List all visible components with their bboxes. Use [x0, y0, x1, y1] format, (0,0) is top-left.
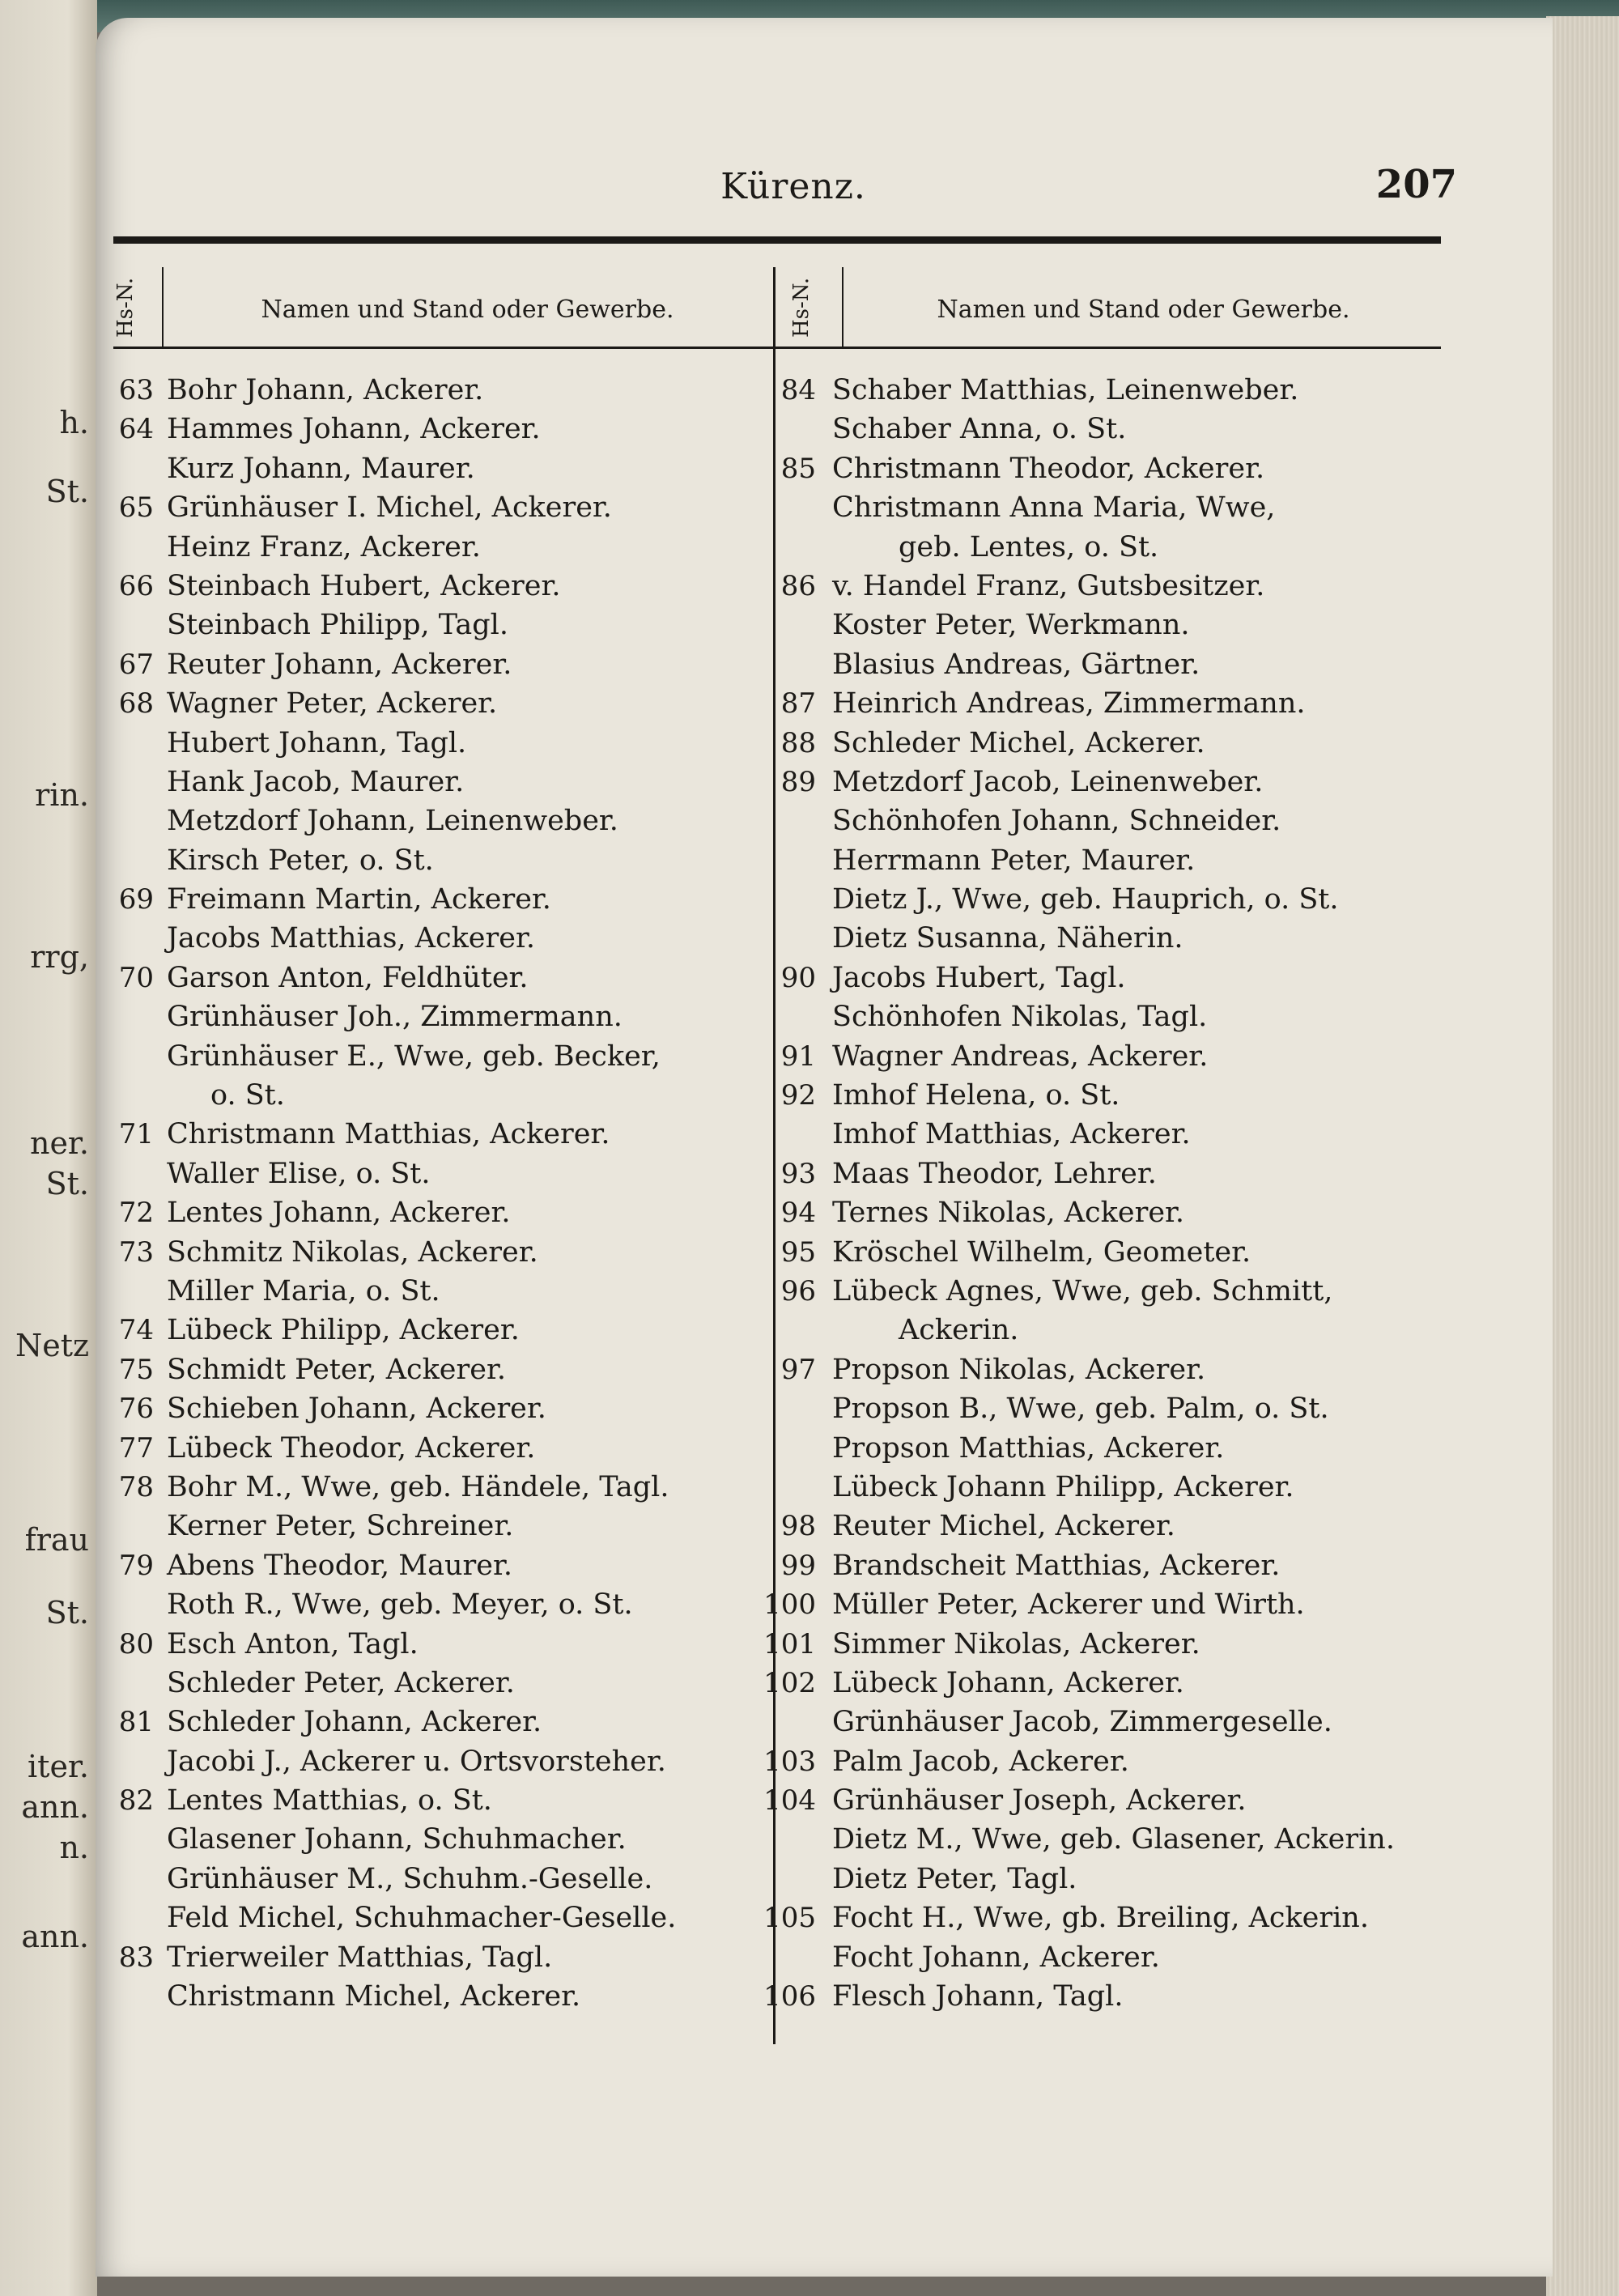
- resident-entry: Grünhäuser Joseph, Ackerer.: [832, 1784, 1247, 1818]
- resident-entry: Hank Jacob, Maurer.: [167, 765, 465, 798]
- house-number: 86: [780, 569, 816, 602]
- resident-entry: Dietz Peter, Tagl.: [832, 1862, 1077, 1895]
- resident-entry: Heinz Franz, Ackerer.: [167, 530, 481, 563]
- house-number: 81: [118, 1706, 154, 1739]
- resident-entry: Waller Elise, o. St.: [167, 1157, 431, 1190]
- entry-row: [745, 1233, 1457, 1272]
- resident-entry: Christmann Anna Maria, Wwe,: [832, 491, 1276, 525]
- entry-row: [745, 1311, 1457, 1350]
- house-number: 79: [118, 1549, 154, 1582]
- house-number: 77: [118, 1431, 154, 1465]
- resident-entry: Flesch Johann, Tagl.: [832, 1980, 1124, 2013]
- entry-row: [97, 1076, 769, 1115]
- resident-entry: Jacobs Matthias, Ackerer.: [167, 922, 535, 955]
- resident-entry: Schleder Peter, Ackerer.: [167, 1666, 515, 1699]
- house-number: 82: [118, 1784, 154, 1818]
- resident-entry: Abens Theodor, Maurer.: [167, 1549, 513, 1582]
- resident-entry: Grünhäuser I. Michel, Ackerer.: [167, 491, 612, 525]
- resident-entry: Grünhäuser Joh., Zimmermann.: [167, 1001, 623, 1034]
- house-number: 65: [118, 491, 154, 525]
- column-header-nr-right: Hs-N.: [789, 277, 814, 338]
- resident-entry: Palm Jacob, Ackerer.: [832, 1745, 1129, 1778]
- entry-row: [97, 488, 769, 527]
- entry-row: [97, 1860, 769, 1898]
- previous-page-fragment: iter.: [28, 1749, 89, 1784]
- entry-row: [97, 1037, 769, 1076]
- entry-row: [745, 724, 1457, 763]
- house-number: 101: [763, 1627, 816, 1660]
- column-header-nr-left: Hs-N.: [113, 277, 138, 338]
- house-number: 97: [780, 1353, 816, 1386]
- resident-entry: Wagner Peter, Ackerer.: [167, 687, 498, 721]
- resident-entry: Jacobi J., Ackerer u. Ortsvorsteher.: [167, 1745, 666, 1778]
- resident-entry: Schaber Anna, o. St.: [832, 413, 1127, 446]
- entry-row: [97, 1193, 769, 1232]
- resident-entry: Propson Nikolas, Ackerer.: [832, 1353, 1206, 1386]
- house-number: 80: [118, 1627, 154, 1660]
- entry-row: [97, 1820, 769, 1859]
- resident-entry: Schaber Matthias, Leinenweber.: [832, 374, 1299, 406]
- house-number: 71: [118, 1118, 154, 1151]
- resident-entry: Focht H., Wwe, gb. Breiling, Ackerin.: [832, 1902, 1369, 1935]
- resident-entry: Lübeck Philipp, Ackerer.: [167, 1314, 520, 1347]
- entry-row: [97, 1468, 769, 1507]
- resident-entry: Grünhäuser E., Wwe, geb. Becker,: [167, 1040, 661, 1073]
- previous-page-fragment: rin.: [35, 777, 89, 813]
- entry-row: [97, 606, 769, 644]
- entry-row: [97, 1898, 769, 1937]
- entry-row: [745, 1664, 1457, 1703]
- resident-entry: v. Handel Franz, Gutsbesitzer.: [832, 569, 1265, 602]
- book-page-edges: [1546, 16, 1619, 2296]
- previous-page-fragment: frau: [24, 1522, 89, 1558]
- house-number: 85: [780, 452, 816, 485]
- entry-row: [745, 841, 1457, 880]
- entry-row: [97, 449, 769, 488]
- resident-entry: Ternes Nikolas, Ackerer.: [832, 1197, 1185, 1230]
- entry-row: [97, 1781, 769, 1820]
- house-number: 76: [118, 1392, 154, 1426]
- house-number: 72: [118, 1197, 154, 1230]
- house-number: 104: [763, 1784, 816, 1818]
- house-number: 66: [118, 569, 154, 602]
- header-rule-top: [113, 236, 1441, 244]
- entry-row: [97, 1977, 769, 2016]
- column-header-name-right: Namen und Stand oder Gewerbe.: [937, 296, 1350, 324]
- entry-row: [97, 645, 769, 684]
- resident-entry: Lentes Matthias, o. St.: [167, 1784, 492, 1818]
- house-number: 98: [780, 1510, 816, 1543]
- resident-entry: Heinrich Andreas, Zimmermann.: [832, 687, 1306, 721]
- entry-row: [97, 919, 769, 958]
- entry-row: [745, 1193, 1457, 1232]
- resident-entry: Garson Anton, Feldhüter.: [167, 961, 529, 994]
- resident-entry: Müller Peter, Ackerer und Wirth.: [832, 1588, 1305, 1622]
- entry-row: [97, 1272, 769, 1311]
- entry-row: [745, 1898, 1457, 1937]
- resident-entry: Propson B., Wwe, geb. Palm, o. St.: [832, 1392, 1329, 1426]
- resident-entry: Schieben Johann, Ackerer.: [167, 1392, 546, 1426]
- previous-page-fragment: ann.: [21, 1919, 89, 1954]
- entry-row: [97, 997, 769, 1036]
- entry-row: [745, 488, 1457, 527]
- entry-row: [745, 528, 1457, 567]
- page-number: 207: [1375, 162, 1457, 207]
- resident-entry: Lübeck Johann Philipp, Ackerer.: [832, 1470, 1294, 1503]
- entry-row: [97, 1389, 769, 1428]
- resident-entry: Christmann Theodor, Ackerer.: [832, 452, 1265, 485]
- resident-entry: Schönhofen Nikolas, Tagl.: [832, 1001, 1208, 1034]
- entry-row: [97, 410, 769, 449]
- entry-row: [745, 1429, 1457, 1468]
- resident-entry: Lentes Johann, Ackerer.: [167, 1197, 511, 1230]
- resident-entry: Blasius Andreas, Gärtner.: [832, 648, 1200, 681]
- entry-row: [745, 959, 1457, 997]
- entry-row: [745, 801, 1457, 840]
- previous-page-fragment: Netz: [15, 1328, 89, 1363]
- entry-row: [745, 763, 1457, 801]
- resident-entry: Ackerin.: [899, 1314, 1019, 1347]
- resident-entry: Simmer Nikolas, Ackerer.: [832, 1627, 1200, 1660]
- entry-row: [745, 880, 1457, 919]
- header-divider-right: [842, 267, 843, 348]
- entry-row: [97, 841, 769, 880]
- resident-entry: Metzdorf Johann, Leinenweber.: [167, 805, 618, 838]
- house-number: 68: [118, 687, 154, 721]
- resident-entry: Lübeck Agnes, Wwe, geb. Schmitt,: [832, 1274, 1333, 1307]
- entry-row: [745, 1977, 1457, 2016]
- previous-page-fragment: rrg,: [30, 939, 89, 975]
- previous-page-fragment: ann.: [21, 1789, 89, 1825]
- house-number: 94: [780, 1197, 816, 1230]
- entry-row: [97, 1664, 769, 1703]
- resident-entry: Herrmann Peter, Maurer.: [832, 844, 1196, 877]
- entry-row: [97, 1429, 769, 1468]
- resident-entry: Bohr M., Wwe, geb. Händele, Tagl.: [167, 1470, 669, 1503]
- resident-entry: o. St.: [210, 1079, 285, 1112]
- house-number: 83: [118, 1941, 154, 1974]
- entry-row: [745, 1585, 1457, 1624]
- resident-entry: Freimann Martin, Ackerer.: [167, 883, 551, 916]
- house-number: 106: [763, 1980, 816, 2013]
- house-number: 73: [118, 1235, 154, 1269]
- house-number: 91: [780, 1040, 816, 1073]
- entry-row: [745, 1938, 1457, 1977]
- resident-entry: Hammes Johann, Ackerer.: [167, 413, 541, 446]
- house-number: 92: [780, 1079, 816, 1112]
- resident-entry: Focht Johann, Ackerer.: [832, 1941, 1160, 1974]
- resident-entry: Christmann Michel, Ackerer.: [167, 1980, 581, 2013]
- house-number: 105: [763, 1902, 816, 1935]
- entry-row: [97, 1507, 769, 1546]
- entry-row: [745, 1076, 1457, 1115]
- resident-entry: Bohr Johann, Ackerer.: [167, 374, 484, 406]
- resident-entry: Hubert Johann, Tagl.: [167, 726, 467, 759]
- entry-row: [745, 1703, 1457, 1741]
- resident-entry: Roth R., Wwe, geb. Meyer, o. St.: [167, 1588, 633, 1622]
- entry-row: [745, 1037, 1457, 1076]
- previous-page-fragment: n.: [59, 1830, 89, 1865]
- header-divider-left: [162, 267, 164, 348]
- entry-row: [97, 1154, 769, 1193]
- entry-row: [745, 1742, 1457, 1781]
- previous-page-fragment: h.: [59, 405, 89, 440]
- entry-row: [97, 1625, 769, 1664]
- resident-entry: Grünhäuser Jacob, Zimmergeselle.: [832, 1706, 1332, 1739]
- resident-entry: Brandscheit Matthias, Ackerer.: [832, 1549, 1281, 1582]
- entry-row: [97, 1546, 769, 1585]
- entry-row: [97, 1585, 769, 1624]
- column-header-name-left: Namen und Stand oder Gewerbe.: [261, 296, 674, 324]
- entry-row: [745, 645, 1457, 684]
- resident-entry: Steinbach Hubert, Ackerer.: [167, 569, 561, 602]
- entry-row: [97, 959, 769, 997]
- house-number: 103: [763, 1745, 816, 1778]
- resident-entry: Propson Matthias, Ackerer.: [832, 1431, 1225, 1465]
- entry-row: [745, 1154, 1457, 1193]
- resident-entry: Kröschel Wilhelm, Geometer.: [832, 1235, 1251, 1269]
- house-number: 67: [118, 648, 154, 681]
- entry-row: [745, 410, 1457, 449]
- house-number: 63: [118, 374, 154, 406]
- resident-entry: Kerner Peter, Schreiner.: [167, 1510, 514, 1543]
- resident-entry: Lübeck Theodor, Ackerer.: [167, 1431, 536, 1465]
- resident-entry: Steinbach Philipp, Tagl.: [167, 609, 508, 642]
- entry-row: [745, 684, 1457, 723]
- entry-row: [745, 371, 1457, 410]
- resident-entry: Maas Theodor, Lehrer.: [832, 1157, 1157, 1190]
- entry-row: [97, 567, 769, 606]
- resident-entry: Jacobs Hubert, Tagl.: [832, 961, 1126, 994]
- previous-page-fragment: St.: [45, 1595, 89, 1631]
- resident-entry: Glasener Johann, Schuhmacher.: [167, 1823, 627, 1856]
- resident-entry: Schleder Michel, Ackerer.: [832, 726, 1205, 759]
- entry-row: [97, 1703, 769, 1741]
- resident-entry: Miller Maria, o. St.: [167, 1274, 440, 1307]
- entry-row: [97, 1311, 769, 1350]
- house-number: 99: [780, 1549, 816, 1582]
- house-number: 88: [780, 726, 816, 759]
- house-number: 93: [780, 1157, 816, 1190]
- house-number: 64: [118, 413, 154, 446]
- previous-page-fragment: ner.: [29, 1125, 89, 1161]
- entry-row: [745, 997, 1457, 1036]
- left-column-entries: [97, 371, 769, 2016]
- entry-row: [97, 763, 769, 801]
- running-head: Kürenz.: [720, 166, 866, 207]
- resident-entry: Esch Anton, Tagl.: [167, 1627, 419, 1660]
- header-rule-bottom: [113, 347, 1441, 349]
- resident-entry: Schleder Johann, Ackerer.: [167, 1706, 542, 1739]
- entry-row: [97, 1115, 769, 1154]
- house-number: 74: [118, 1314, 154, 1347]
- entry-row: [97, 801, 769, 840]
- entry-row: [97, 1742, 769, 1781]
- entry-row: [97, 1938, 769, 1977]
- entry-row: [745, 1468, 1457, 1507]
- entry-row: [745, 1781, 1457, 1820]
- house-number: 87: [780, 687, 816, 721]
- entry-row: [745, 1350, 1457, 1389]
- resident-entry: Trierweiler Matthias, Tagl.: [167, 1941, 553, 1974]
- resident-entry: Feld Michel, Schuhmacher-Geselle.: [167, 1902, 677, 1935]
- resident-entry: Kirsch Peter, o. St.: [167, 844, 434, 877]
- entry-row: [745, 1820, 1457, 1859]
- house-number: 89: [780, 765, 816, 798]
- resident-entry: Dietz M., Wwe, geb. Glasener, Ackerin.: [832, 1823, 1395, 1856]
- entry-row: [97, 724, 769, 763]
- resident-entry: Koster Peter, Werkmann.: [832, 609, 1190, 642]
- resident-entry: Schmidt Peter, Ackerer.: [167, 1353, 506, 1386]
- resident-entry: Lübeck Johann, Ackerer.: [832, 1666, 1184, 1699]
- resident-entry: Dietz Susanna, Näherin.: [832, 922, 1183, 955]
- entry-row: [745, 606, 1457, 644]
- house-number: 96: [780, 1274, 816, 1307]
- house-number: 90: [780, 961, 816, 994]
- entry-row: [97, 528, 769, 567]
- previous-page-fragment: St.: [45, 1166, 89, 1201]
- house-number: 70: [118, 961, 154, 994]
- resident-entry: Imhof Helena, o. St.: [832, 1079, 1120, 1112]
- entry-row: [745, 567, 1457, 606]
- resident-entry: Reuter Michel, Ackerer.: [832, 1510, 1175, 1543]
- resident-entry: geb. Lentes, o. St.: [899, 530, 1159, 563]
- resident-entry: Christmann Matthias, Ackerer.: [167, 1118, 610, 1151]
- entry-row: [745, 919, 1457, 958]
- entry-row: [745, 1115, 1457, 1154]
- house-number: 102: [763, 1666, 816, 1699]
- house-number: 95: [780, 1235, 816, 1269]
- entry-row: [745, 1860, 1457, 1898]
- previous-page-fragment: St.: [45, 474, 89, 509]
- entry-row: [97, 371, 769, 410]
- resident-entry: Schönhofen Johann, Schneider.: [832, 805, 1281, 838]
- house-number: 84: [780, 374, 816, 406]
- resident-entry: Dietz J., Wwe, geb. Hauprich, o. St.: [832, 883, 1339, 916]
- resident-entry: Kurz Johann, Maurer.: [167, 452, 475, 485]
- previous-page-edge: [0, 0, 97, 2296]
- entry-row: [745, 1272, 1457, 1311]
- entry-row: [745, 1389, 1457, 1428]
- house-number: 78: [118, 1470, 154, 1503]
- entry-row: [97, 1350, 769, 1389]
- house-number: 69: [118, 883, 154, 916]
- entry-row: [745, 449, 1457, 488]
- resident-entry: Grünhäuser M., Schuhm.-Geselle.: [167, 1862, 653, 1895]
- entry-row: [97, 1233, 769, 1272]
- resident-entry: Schmitz Nikolas, Ackerer.: [167, 1235, 538, 1269]
- resident-entry: Metzdorf Jacob, Leinenweber.: [832, 765, 1264, 798]
- resident-entry: Imhof Matthias, Ackerer.: [832, 1118, 1191, 1151]
- house-number: 100: [763, 1588, 816, 1622]
- entry-row: [745, 1546, 1457, 1585]
- house-number: 75: [118, 1353, 154, 1386]
- entry-row: [745, 1507, 1457, 1546]
- entry-row: [745, 1625, 1457, 1664]
- resident-entry: Wagner Andreas, Ackerer.: [832, 1040, 1209, 1073]
- right-column-entries: [745, 371, 1457, 2016]
- entry-row: [97, 880, 769, 919]
- resident-entry: Reuter Johann, Ackerer.: [167, 648, 512, 681]
- entry-row: [97, 684, 769, 723]
